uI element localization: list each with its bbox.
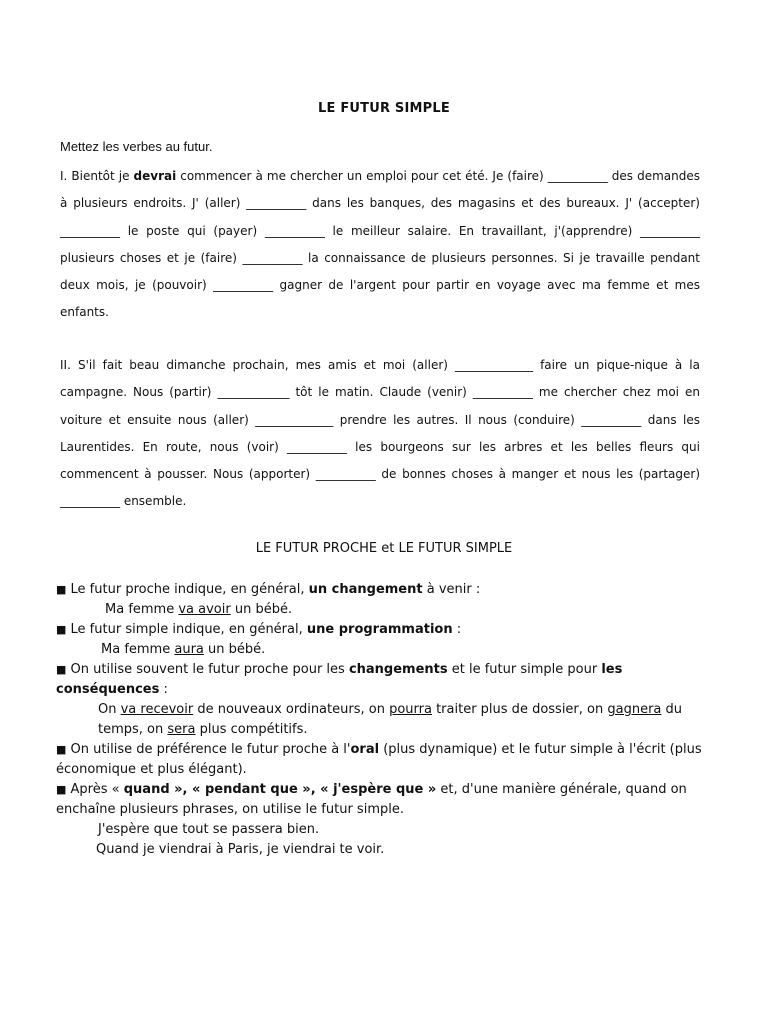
rule-text: Le futur proche indique, en général, (66, 582, 309, 597)
instruction: Mettez les verbes au futur. (60, 139, 213, 154)
rule-keyword: une programmation (306, 622, 453, 637)
rule-text: à venir : (422, 582, 481, 597)
exercise-1-example-verb: devrai (133, 169, 177, 183)
rule-1-example (56, 600, 706, 620)
bullet-icon: ■ (56, 663, 67, 676)
example-verb: aura (174, 642, 204, 657)
example-text: Ma femme (105, 602, 179, 617)
rules-list (56, 580, 706, 860)
exercise-1 (60, 163, 700, 327)
example-text: un bébé. (230, 602, 293, 617)
example-text: traiter plus de dossier, on (431, 702, 608, 717)
rule-3-example (56, 700, 706, 740)
rule-1 (56, 580, 706, 600)
rule-2-example (56, 640, 706, 660)
example-text: Ma femme (101, 642, 175, 657)
example-verb: gagnera (607, 702, 662, 717)
bullet-icon: ■ (56, 583, 67, 596)
section-title: LE FUTUR PROCHE et LE FUTUR SIMPLE (255, 541, 513, 556)
example-text: On (98, 702, 121, 717)
rule-text: Le futur simple indique, en général, (66, 622, 307, 637)
example-verb: va recevoir (120, 702, 194, 717)
rule-5-example-2: Quand je viendrai à Paris, je viendrai te voir. (96, 842, 385, 857)
rule-keyword: un changement (308, 582, 423, 597)
example-text: plus compétitifs. (195, 722, 308, 737)
rule-keyword: changements (348, 662, 448, 677)
rule-text: On utilise souvent le futur proche pour les (66, 662, 349, 677)
rule-4 (56, 740, 706, 780)
rule-text: Après « (66, 782, 124, 797)
exercise-1-text-b: commencer à me chercher un emploi pour cet été. Je (faire) __________ des demandes à plusieurs endroits. J' (aller) __________ dans les banques, des magasins et des bureaux. J' (accepter) __________ le poste qui (payer) __________ le meilleur salaire. En travaillant, j'(apprendre) __________ plusieurs choses et je (faire) __________ la connaissance de plusieurs personnes. Si je travaille pendant deux mois, je (pouvoir) __________ gagner de l'argent pour partir en voyage avec ma femme et mes enfants. (60, 169, 700, 320)
exercise-2: II. S'il fait beau dimanche prochain, mes amis et moi (aller) _____________ faire un pique-nique à la campagne. Nous (partir) ____________ tôt le matin. Claude (venir) __________ me chercher chez moi en voiture et ensuite nous (aller) _____________ prendre les autres. Il nous (conduire) __________ dans les Laurentides. En route, nous (voir) __________ les bourgeons sur les arbres et les belles fleurs qui commencent à pousser. Nous (apporter) __________ de bonnes choses à manger et nous les (partager) __________ ensemble. (60, 358, 700, 509)
rule-keyword: quand », « pendant que », « j'espère que » (123, 782, 437, 797)
page-title: LE FUTUR SIMPLE (318, 101, 450, 116)
bullet-icon: ■ (56, 623, 67, 636)
rule-2 (56, 620, 706, 640)
example-verb: sera (167, 722, 196, 737)
example-text: de nouveaux ordinateurs, on (193, 702, 390, 717)
example-verb: va avoir (178, 602, 231, 617)
rule-text: : (452, 622, 462, 637)
example-text: un bébé. (203, 642, 266, 657)
bullet-icon: ■ (56, 743, 67, 756)
bullet-icon: ■ (56, 783, 67, 796)
rule-text: On utilise de préférence le futur proche à l' (66, 742, 351, 757)
rule-5 (56, 780, 706, 820)
rule-keyword: les conséquences (56, 662, 623, 697)
exercise-1-text-a: I. Bientôt je (60, 169, 134, 183)
rule-text: et le futur simple pour (447, 662, 602, 677)
example-verb: pourra (389, 702, 432, 717)
rule-3 (56, 660, 706, 700)
rule-5-example-1: J'espère que tout se passera bien. (98, 822, 320, 837)
example-text: du temps, on (98, 702, 683, 737)
rule-keyword: oral (350, 742, 380, 757)
rule-text: et, d'une manière générale, quand on enchaîne plusieurs phrases, on utilise le futur simple. (56, 782, 687, 817)
rule-text: (plus dynamique) et le futur simple à l'écrit (plus économique et plus élégant). (56, 742, 702, 777)
rule-text: : (159, 682, 168, 697)
